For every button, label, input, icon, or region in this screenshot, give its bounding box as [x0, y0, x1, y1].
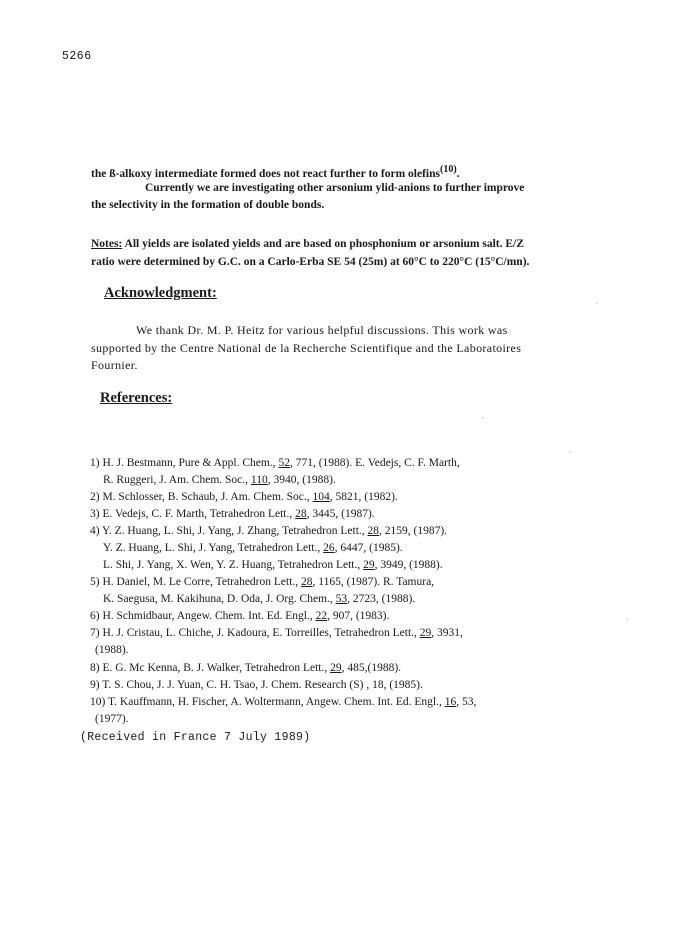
citation-superscript: (10): [439, 164, 457, 175]
received-date: (Received in France 7 July 1989): [80, 731, 311, 744]
journal-volume: 53: [335, 593, 348, 605]
reference-text: L. Shi, J. Yang, X. Wen, Y. Z. Huang, Tetrahedron Lett.,: [103, 559, 364, 571]
journal-volume: 28: [301, 576, 313, 588]
reference-text: , 6447, (1985).: [334, 542, 403, 554]
reference-text: , 3445, (1987).: [306, 508, 375, 520]
notes-label: Notes:: [91, 238, 123, 250]
reference-line: [95, 713, 129, 725]
intro-period: .: [456, 167, 460, 180]
reference-text: , 3940, (1988).: [267, 474, 336, 486]
reference-line: [95, 644, 129, 656]
journal-volume: 52: [278, 457, 290, 469]
journal-volume: 28: [295, 508, 307, 520]
reference-line: [103, 474, 336, 486]
reference-text: (1977).: [95, 713, 129, 725]
reference-text: , 1165, (1987). R. Tamura,: [312, 576, 435, 588]
reference-line: [90, 525, 447, 537]
reference-text: 5) H. Daniel, M. Le Corre, Tetrahedron Lett.,: [90, 576, 302, 588]
reference-line: [90, 508, 375, 520]
notes-line: [91, 238, 524, 250]
reference-line: [90, 662, 401, 674]
references-heading: References:: [100, 390, 173, 406]
journal-volume: 104: [312, 491, 330, 503]
intro-paragraph-line: [91, 164, 460, 180]
scan-speck: [482, 417, 484, 419]
intro-text: the ß-alkoxy intermediate formed does not react further to form olefins: [91, 167, 440, 180]
journal-volume: 110: [250, 474, 268, 486]
scan-speck: [596, 302, 598, 304]
reference-line: [90, 610, 389, 622]
reference-text: (1988).: [95, 644, 129, 656]
reference-text: 3) E. Vedejs, C. F. Marth, Tetrahedron Lett.,: [90, 508, 296, 520]
reference-line: [90, 696, 476, 708]
intro-paragraph-line: Currently we are investigating other arsonium ylid-anions to further improve: [145, 182, 525, 194]
reference-text: 1) H. J. Bestmann, Pure & Appl. Chem.,: [90, 457, 279, 469]
reference-text: R. Ruggeri, J. Am. Chem. Soc.,: [103, 474, 251, 486]
journal-volume: 29: [363, 559, 375, 571]
reference-text: , 5821, (1982).: [329, 491, 398, 503]
reference-line: [103, 559, 443, 571]
reference-line: [90, 576, 434, 588]
reference-text: K. Saegusa, M. Kakihuna, D. Oda, J. Org. Chem.,: [103, 593, 336, 605]
journal-volume: 29: [330, 662, 342, 674]
reference-text: 2) M. Schlosser, B. Schaub, J. Am. Chem. Soc.,: [90, 491, 313, 503]
reference-line: [90, 457, 460, 469]
journal-volume: 22: [315, 610, 328, 622]
reference-line: [90, 679, 423, 691]
journal-volume: 28: [367, 525, 380, 537]
acknowledgment-heading: Acknowledgment:: [104, 285, 217, 301]
reference-text: , 2159, (1987).: [379, 525, 448, 537]
reference-text: 6) H. Schmidbaur, Angew. Chem. Int. Ed. Engl.,: [90, 610, 316, 622]
reference-text: , 907, (1983).: [327, 610, 390, 622]
reference-text: 8) E. G. Mc Kenna, B. J. Walker, Tetrahedron Lett.,: [90, 662, 331, 674]
reference-text: , 485,(1988).: [341, 662, 402, 674]
scan-speck: [626, 618, 628, 620]
notes-line: ratio were determined by G.C. on a Carlo-Erba SE 54 (25m) at 60°C to 220°C (15°C/mn).: [91, 256, 530, 268]
reference-text: , 3931,: [431, 627, 463, 639]
reference-line: [90, 627, 463, 639]
reference-text: 10) T. Kauffmann, H. Fischer, A. Woltermann, Angew. Chem. Int. Ed. Engl.,: [90, 696, 445, 708]
page-number: 5266: [62, 50, 92, 63]
reference-text: Y. Z. Huang, L. Shi, J. Yang, Tetrahedron Lett.,: [103, 542, 324, 554]
reference-text: 9) T. S. Chou, J. J. Yuan, C. H. Tsao, J. Chem. Research (S) , 18, (1985).: [90, 679, 423, 691]
journal-volume: 29: [419, 627, 432, 639]
reference-text: 7) H. J. Cristau, L. Chiche, J. Kadoura, E. Torreilles, Tetrahedron Lett.,: [90, 627, 420, 639]
reference-text: , 771, (1988). E. Vedejs, C. F. Marth,: [289, 457, 460, 469]
reference-text: , 2723, (1988).: [347, 593, 416, 605]
notes-text: All yields are isolated yields and are based on phosphonium or arsonium salt. E/Z: [122, 238, 524, 250]
acknowledgment-paragraph-line: supported by the Centre National de la Recherche Scientifique and the Laboratoires: [91, 341, 522, 355]
reference-text: , 53,: [456, 696, 477, 708]
reference-line: [90, 491, 398, 503]
intro-paragraph-line: the selectivity in the formation of double bonds.: [91, 199, 325, 211]
journal-volume: 26: [323, 542, 335, 554]
scan-speck: [569, 451, 571, 453]
journal-volume: 16: [444, 696, 457, 708]
reference-text: , 3949, (1988).: [374, 559, 443, 571]
reference-text: 4) Y. Z. Huang, L. Shi, J. Yang, J. Zhang, Tetrahedron Lett.,: [90, 525, 368, 537]
reference-line: [103, 542, 403, 554]
reference-line: [103, 593, 415, 605]
acknowledgment-paragraph-line: Fournier.: [91, 358, 138, 372]
acknowledgment-paragraph-line: We thank Dr. M. P. Heitz for various helpful discussions. This work was: [136, 323, 508, 337]
